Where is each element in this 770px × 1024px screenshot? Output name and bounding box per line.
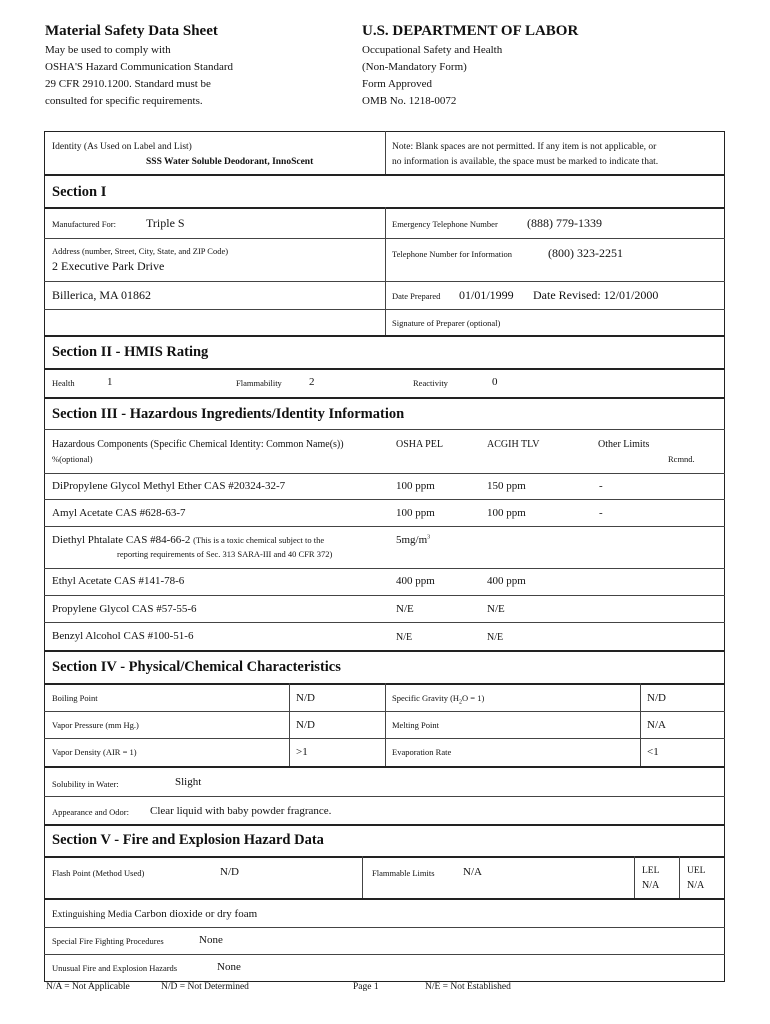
column-divider <box>640 683 641 766</box>
note-line: no information is available, the space must be marked to indicate that. <box>392 157 659 167</box>
ingredient-name[interactable]: DiPropylene Glycol Methyl Ether CAS #20324-32-7 <box>52 480 286 492</box>
date-prepared-value[interactable]: 01/01/1999 <box>459 288 514 302</box>
footer-nd: N/D = Not Determined <box>161 982 249 992</box>
col-acgih-tlv: ACGIH TLV <box>487 439 540 450</box>
divider <box>44 622 725 623</box>
address-line-1[interactable]: 2 Executive Park Drive <box>52 259 165 273</box>
divider <box>44 766 725 768</box>
header-left-line: consulted for specific requirements. <box>45 95 203 107</box>
ingredient-osha[interactable]: N/E <box>396 632 413 643</box>
divider <box>44 824 725 826</box>
ingredient-name-text: Diethyl Phtalate CAS #84-66-2 <box>52 534 191 546</box>
subscript: 2 <box>459 699 463 706</box>
divider <box>44 499 725 500</box>
flash-point-value[interactable]: N/D <box>220 866 239 878</box>
flammable-limits-label: Flammable Limits <box>372 868 435 878</box>
unusual-hazards-value[interactable]: None <box>217 961 241 973</box>
divider <box>44 796 725 797</box>
flammability-label: Flammability <box>236 378 282 388</box>
reactivity-value[interactable]: 0 <box>492 376 498 388</box>
section-5-title: Section V - Fire and Explosion Hazard Data <box>52 832 324 848</box>
evaporation-rate-value[interactable]: <1 <box>647 746 659 758</box>
header-left <box>45 22 233 110</box>
col-optional: %(optional) <box>52 454 93 464</box>
footer-ne: N/E = Not Established <box>425 982 511 992</box>
melting-point-label: Melting Point <box>392 720 439 730</box>
footer-na: N/A = Not Applicable <box>46 982 130 992</box>
header-right-line: Form Approved <box>362 78 432 90</box>
evaporation-rate-label: Evaporation Rate <box>392 747 452 757</box>
section-3-title: Section III - Hazardous Ingredients/Identity Information <box>52 406 405 422</box>
appearance-label: Appearance and Odor: <box>52 807 129 817</box>
agency-title: U.S. DEPARTMENT OF LABOR <box>362 23 579 39</box>
header-left-line: 29 CFR 2910.1200. Standard must be <box>45 78 211 90</box>
ingredient-osha[interactable]: 100 ppm <box>396 507 435 519</box>
signature-label: Signature of Preparer (optional) <box>392 318 501 328</box>
appearance-value[interactable]: Clear liquid with baby powder fragrance. <box>150 805 332 817</box>
unusual-hazards-label: Unusual Fire and Explosion Hazards <box>52 963 178 973</box>
section-2-title: Section II - HMIS Rating <box>52 344 209 360</box>
ingredient-osha[interactable]: 400 ppm <box>396 575 435 587</box>
boiling-point-value[interactable]: N/D <box>296 692 315 704</box>
ingredient-osha[interactable]: N/E <box>396 603 414 615</box>
ingredient-acgih[interactable]: 400 ppm <box>487 575 526 587</box>
divider <box>44 526 725 527</box>
extinguishing-media[interactable] <box>52 908 257 920</box>
column-divider <box>679 856 680 898</box>
vapor-density-label: Vapor Density (AIR = 1) <box>52 747 137 757</box>
flammable-limits-value[interactable]: N/A <box>463 866 482 878</box>
divider <box>44 856 725 858</box>
ingredient-name[interactable] <box>52 534 324 546</box>
superscript: 3 <box>427 534 431 541</box>
header-right-line: Occupational Safety and Health <box>362 44 503 56</box>
solubility-value[interactable]: Slight <box>175 776 202 788</box>
header-right-line: (Non-Mandatory Form) <box>362 61 467 73</box>
flammability-value[interactable]: 2 <box>309 376 315 388</box>
column-divider <box>289 683 290 766</box>
uel-value[interactable]: N/A <box>687 880 705 891</box>
ingredient-osha[interactable]: 100 ppm <box>396 480 435 492</box>
page-number: Page 1 <box>353 982 379 992</box>
divider <box>44 650 725 652</box>
column-divider <box>385 207 386 335</box>
vapor-pressure-label: Vapor Pressure (mm Hg.) <box>52 720 139 730</box>
ingredient-name[interactable]: Propylene Glycol CAS #57-55-6 <box>52 603 197 615</box>
address-line-2[interactable]: Billerica, MA 01862 <box>52 288 151 302</box>
ingredient-name[interactable]: Ethyl Acetate CAS #141-78-6 <box>52 575 185 587</box>
col-rcmnd: Rcmnd. <box>668 454 695 464</box>
divider <box>44 595 725 596</box>
lel-value[interactable]: N/A <box>642 880 660 891</box>
sg-label-b: O = 1) <box>462 693 485 703</box>
divider <box>44 335 725 337</box>
date-revised[interactable]: Date Revised: 12/01/2000 <box>533 288 659 302</box>
ingredient-other[interactable]: - <box>599 480 603 492</box>
column-divider <box>362 856 363 898</box>
info-phone-value[interactable]: (800) 323-2251 <box>548 246 623 260</box>
header-right-line: OMB No. 1218-0072 <box>362 95 457 107</box>
emergency-phone-label: Emergency Telephone Number <box>392 219 498 229</box>
specific-gravity-label <box>392 693 484 706</box>
ingredient-acgih[interactable]: 100 ppm <box>487 507 526 519</box>
col-components: Hazardous Components (Specific Chemical Identity: Common Name(s)) <box>52 439 344 450</box>
lel-label: LEL <box>642 866 660 876</box>
boiling-point-label: Boiling Point <box>52 693 98 703</box>
extinguishing-value: Carbon dioxide or dry foam <box>134 908 258 920</box>
sg-label-a: Specific Gravity (H <box>392 693 460 703</box>
divider <box>44 473 725 474</box>
divider <box>44 898 725 900</box>
vapor-density-value[interactable]: >1 <box>296 746 308 758</box>
specific-gravity-value[interactable]: N/D <box>647 692 666 704</box>
manufactured-label: Manufactured For: <box>52 219 116 229</box>
ingredient-note: reporting requirements of Sec. 313 SARA-III and 40 CFR 372) <box>117 549 333 559</box>
column-divider <box>385 131 386 174</box>
divider <box>44 954 725 955</box>
divider <box>44 397 725 399</box>
ingredient-osha[interactable] <box>396 534 430 546</box>
identity-value[interactable]: SSS Water Soluble Deodorant, InnoScent <box>146 157 314 167</box>
section-4-title: Section IV - Physical/Chemical Characteristics <box>52 659 341 675</box>
ingredient-acgih[interactable]: 150 ppm <box>487 480 526 492</box>
ingredient-acgih[interactable]: N/E <box>487 603 505 615</box>
ingredient-osha-text: 5mg/m <box>396 534 428 546</box>
special-procedures-value[interactable]: None <box>199 934 223 946</box>
ingredient-other[interactable]: - <box>599 507 603 519</box>
header-left-line: OSHA'S Hazard Communication Standard <box>45 61 234 73</box>
reactivity-label: Reactivity <box>413 378 448 388</box>
col-other-limits: Other Limits <box>598 439 650 450</box>
column-divider <box>634 856 635 898</box>
health-value[interactable]: 1 <box>107 376 113 388</box>
info-phone-label: Telephone Number for Information <box>392 249 513 259</box>
divider <box>44 429 725 430</box>
header-left-line: May be used to comply with <box>45 44 171 56</box>
identity-label: Identity (As Used on Label and List) <box>52 142 192 152</box>
document-title: Material Safety Data Sheet <box>45 23 218 39</box>
divider <box>44 568 725 569</box>
uel-label: UEL <box>687 866 706 876</box>
health-label: Health <box>52 378 75 388</box>
column-divider <box>385 683 386 766</box>
vapor-pressure-value[interactable]: N/D <box>296 719 315 731</box>
ingredient-name[interactable]: Benzyl Alcohol CAS #100-51-6 <box>52 630 194 642</box>
melting-point-value[interactable]: N/A <box>647 719 666 731</box>
extinguishing-label: Extinguishing Media <box>52 910 132 920</box>
ingredient-acgih[interactable]: N/E <box>487 632 504 643</box>
manufactured-value[interactable]: Triple S <box>146 216 185 230</box>
divider <box>44 174 725 176</box>
section-1-title: Section I <box>52 184 107 200</box>
address-label: Address (number, Street, City, State, and ZIP Code) <box>52 246 229 256</box>
ingredient-note: (This is a toxic chemical subject to the <box>193 535 325 545</box>
ingredient-name[interactable]: Amyl Acetate CAS #628-63-7 <box>52 507 186 519</box>
header-right <box>362 22 578 110</box>
divider <box>44 927 725 928</box>
special-procedures-label: Special Fire Fighting Procedures <box>52 936 164 946</box>
col-osha-pel: OSHA PEL <box>396 439 443 450</box>
divider <box>44 368 725 370</box>
flash-point-label: Flash Point (Method Used) <box>52 868 145 878</box>
solubility-label: Solubility in Water: <box>52 779 119 789</box>
date-prepared-label: Date Prepared <box>392 291 441 301</box>
emergency-phone-value[interactable]: (888) 779-1339 <box>527 216 602 230</box>
note-line: Note: Blank spaces are not permitted. If any item is not applicable, or <box>392 142 657 152</box>
